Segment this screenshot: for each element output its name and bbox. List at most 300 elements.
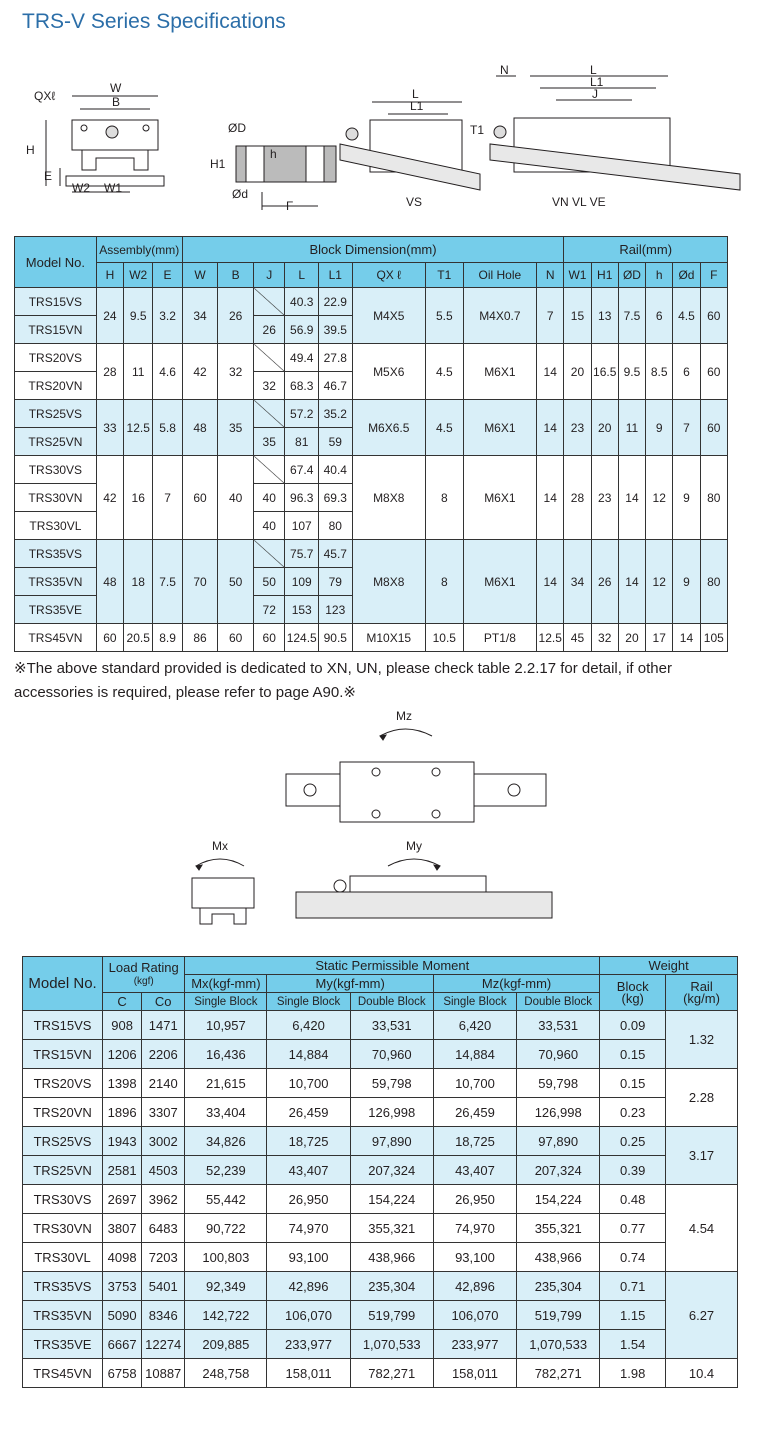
model-cell: TRS25VN bbox=[15, 428, 97, 456]
co-cell: 7203 bbox=[142, 1243, 185, 1272]
label-h1: H1 bbox=[210, 157, 226, 171]
mz-single-cell: 14,884 bbox=[433, 1040, 516, 1069]
front-view-drawing bbox=[46, 96, 164, 192]
cell-n: 14 bbox=[537, 400, 564, 456]
rail-weight-cell: 3.17 bbox=[666, 1127, 738, 1185]
cell-od: 4.5 bbox=[673, 288, 700, 344]
col-header: Oil Hole bbox=[463, 263, 536, 288]
mz-double-cell: 1,070,533 bbox=[517, 1330, 600, 1359]
cell-od: 14 bbox=[618, 540, 645, 624]
cell-oil: M4X0.7 bbox=[463, 288, 536, 344]
label-vs-l1: L1 bbox=[410, 99, 424, 113]
my-double-cell: 33,531 bbox=[350, 1011, 433, 1040]
vn-side-drawing bbox=[490, 76, 740, 190]
cell-h1: 32 bbox=[591, 624, 618, 652]
my-double-cell: 355,321 bbox=[350, 1214, 433, 1243]
mz-single-cell: 74,970 bbox=[433, 1214, 516, 1243]
co-cell: 6483 bbox=[142, 1214, 185, 1243]
my-single-cell: 158,011 bbox=[267, 1359, 350, 1388]
my-single-cell: 26,950 bbox=[267, 1185, 350, 1214]
block-weight-cell: 1.54 bbox=[600, 1330, 666, 1359]
label-od-small: Ød bbox=[232, 187, 249, 201]
cell-f: 60 bbox=[700, 344, 727, 400]
cell-b: 40 bbox=[218, 456, 254, 540]
c-cell: 5090 bbox=[103, 1301, 142, 1330]
cell-l1: 123 bbox=[319, 596, 353, 624]
rail-weight-cell: 1.32 bbox=[666, 1011, 738, 1069]
cell-oil: M6X1 bbox=[463, 540, 536, 624]
cell-b: 32 bbox=[218, 344, 254, 400]
cell-w1: 28 bbox=[564, 456, 591, 540]
co-cell: 4503 bbox=[142, 1156, 185, 1185]
moment-drawings bbox=[0, 706, 760, 946]
co-cell: 2140 bbox=[142, 1069, 185, 1098]
table-row bbox=[15, 456, 728, 484]
cell-l: 96.3 bbox=[285, 484, 319, 512]
cell-l1: 90.5 bbox=[319, 624, 353, 652]
block-weight-cell: 0.25 bbox=[600, 1127, 666, 1156]
cell-l: 40.3 bbox=[285, 288, 319, 316]
label-n: N bbox=[500, 63, 509, 77]
my-double-cell: 97,890 bbox=[350, 1127, 433, 1156]
block-weight-cell: 0.39 bbox=[600, 1156, 666, 1185]
label-od: ØD bbox=[228, 121, 246, 135]
model-cell: TRS45VN bbox=[15, 624, 97, 652]
cell-n: 14 bbox=[537, 540, 564, 624]
model-cell: TRS45VN bbox=[23, 1359, 103, 1388]
cell-w2: 9.5 bbox=[124, 288, 153, 344]
mz-single-cell: 10,700 bbox=[433, 1069, 516, 1098]
c-cell: 4098 bbox=[103, 1243, 142, 1272]
my-double-cell: 782,271 bbox=[350, 1359, 433, 1388]
co-cell: 3307 bbox=[142, 1098, 185, 1127]
table-row bbox=[23, 1330, 738, 1359]
co-cell: 10887 bbox=[142, 1359, 185, 1388]
label-w2: W2 bbox=[72, 181, 90, 195]
model-cell: TRS25VS bbox=[15, 400, 97, 428]
my-double-cell: 154,224 bbox=[350, 1185, 433, 1214]
cell-l: 109 bbox=[285, 568, 319, 596]
cell-qx: M10X15 bbox=[352, 624, 425, 652]
header-weight: Weight bbox=[600, 957, 738, 975]
cell-l: 153 bbox=[285, 596, 319, 624]
mx-front-view-drawing bbox=[192, 859, 254, 924]
cell-l: 56.9 bbox=[285, 316, 319, 344]
co-cell: 8346 bbox=[142, 1301, 185, 1330]
cell-e: 7 bbox=[153, 456, 182, 540]
mx-single-cell: 33,404 bbox=[185, 1098, 267, 1127]
label-vn-l: L bbox=[590, 63, 597, 77]
mz-single-cell: 106,070 bbox=[433, 1301, 516, 1330]
header-mz-double: Double Block bbox=[517, 993, 600, 1011]
cell-h: 6 bbox=[646, 288, 673, 344]
cell-l1: 59 bbox=[319, 428, 353, 456]
cell-j: 40 bbox=[254, 484, 285, 512]
col-header: H bbox=[96, 263, 123, 288]
cell-h: 8.5 bbox=[646, 344, 673, 400]
model-cell: TRS25VS bbox=[23, 1127, 103, 1156]
col-header: L bbox=[285, 263, 319, 288]
header-my-double: Double Block bbox=[350, 993, 433, 1011]
model-cell: TRS35VE bbox=[23, 1330, 103, 1359]
cell-w1: 23 bbox=[564, 400, 591, 456]
cell-j: 40 bbox=[254, 512, 285, 540]
cell-j: 72 bbox=[254, 596, 285, 624]
co-cell: 3962 bbox=[142, 1185, 185, 1214]
cell-h: 17 bbox=[646, 624, 673, 652]
cell-b: 35 bbox=[218, 400, 254, 456]
cell-f: 105 bbox=[700, 624, 727, 652]
mz-single-cell: 6,420 bbox=[433, 1011, 516, 1040]
block-weight-cell: 0.09 bbox=[600, 1011, 666, 1040]
my-single-cell: 6,420 bbox=[267, 1011, 350, 1040]
cell-t1: 10.5 bbox=[425, 624, 463, 652]
my-double-cell: 126,998 bbox=[350, 1098, 433, 1127]
cell-e: 4.6 bbox=[153, 344, 182, 400]
table-row bbox=[15, 288, 728, 316]
my-double-cell: 70,960 bbox=[350, 1040, 433, 1069]
cell-h: 9 bbox=[646, 400, 673, 456]
label-w1: W1 bbox=[104, 181, 122, 195]
header-mx: Mx(kgf-mm) bbox=[185, 975, 267, 993]
header-load-rating: Load Rating (kgf) bbox=[103, 957, 185, 993]
cell-h1: 23 bbox=[591, 456, 618, 540]
mx-single-cell: 142,722 bbox=[185, 1301, 267, 1330]
vs-side-drawing bbox=[340, 102, 480, 190]
cell-l: 67.4 bbox=[285, 456, 319, 484]
mz-single-cell: 42,896 bbox=[433, 1272, 516, 1301]
cell-n: 7 bbox=[537, 288, 564, 344]
c-cell: 6758 bbox=[103, 1359, 142, 1388]
my-single-cell: 233,977 bbox=[267, 1330, 350, 1359]
rail-weight-cell: 4.54 bbox=[666, 1185, 738, 1272]
model-cell: TRS30VL bbox=[23, 1243, 103, 1272]
table-row bbox=[23, 1272, 738, 1301]
block-weight-cell: 1.98 bbox=[600, 1359, 666, 1388]
mx-single-cell: 16,436 bbox=[185, 1040, 267, 1069]
header-static-moment: Static Permissible Moment bbox=[185, 957, 600, 975]
mz-single-cell: 26,950 bbox=[433, 1185, 516, 1214]
my-single-cell: 106,070 bbox=[267, 1301, 350, 1330]
col-header: E bbox=[153, 263, 182, 288]
mx-single-cell: 92,349 bbox=[185, 1272, 267, 1301]
load-rating-table bbox=[22, 956, 738, 1388]
mz-single-cell: 93,100 bbox=[433, 1243, 516, 1272]
cell-j: 50 bbox=[254, 568, 285, 596]
my-double-cell: 1,070,533 bbox=[350, 1330, 433, 1359]
my-single-cell: 18,725 bbox=[267, 1127, 350, 1156]
model-cell: TRS20VS bbox=[15, 344, 97, 372]
table-row bbox=[23, 1156, 738, 1185]
header-co: Co bbox=[142, 993, 185, 1011]
block-weight-cell: 0.15 bbox=[600, 1040, 666, 1069]
cell-e: 7.5 bbox=[153, 540, 182, 624]
label-e: E bbox=[44, 169, 53, 183]
cell-h1: 16.5 bbox=[591, 344, 618, 400]
mz-single-cell: 18,725 bbox=[433, 1127, 516, 1156]
model-cell: TRS35VS bbox=[15, 540, 97, 568]
c-cell: 1896 bbox=[103, 1098, 142, 1127]
cell-n: 14 bbox=[537, 456, 564, 540]
mz-double-cell: 126,998 bbox=[517, 1098, 600, 1127]
cell-j: 60 bbox=[254, 624, 285, 652]
model-cell: TRS15VS bbox=[15, 288, 97, 316]
cell-h: 48 bbox=[96, 540, 123, 624]
cell-l1: 69.3 bbox=[319, 484, 353, 512]
cell-f: 60 bbox=[700, 400, 727, 456]
model-cell: TRS35VN bbox=[15, 568, 97, 596]
cell-t1: 5.5 bbox=[425, 288, 463, 344]
label-b: B bbox=[112, 95, 121, 109]
mz-top-view-drawing bbox=[286, 729, 546, 822]
cell-l: 68.3 bbox=[285, 372, 319, 400]
cell-w2: 20.5 bbox=[124, 624, 153, 652]
c-cell: 1206 bbox=[103, 1040, 142, 1069]
cell-w1: 34 bbox=[564, 540, 591, 624]
cell-od: 9.5 bbox=[618, 344, 645, 400]
co-cell: 12274 bbox=[142, 1330, 185, 1359]
cell-h: 33 bbox=[96, 400, 123, 456]
table-row bbox=[23, 1185, 738, 1214]
label-w: W bbox=[110, 81, 122, 95]
rail-weight-cell: 2.28 bbox=[666, 1069, 738, 1127]
table-row bbox=[23, 1069, 738, 1098]
cell-j bbox=[254, 288, 285, 316]
label-f: F bbox=[286, 199, 294, 213]
cell-l: 107 bbox=[285, 512, 319, 540]
cell-w: 48 bbox=[182, 400, 218, 456]
block-weight-cell: 0.71 bbox=[600, 1272, 666, 1301]
cell-w: 42 bbox=[182, 344, 218, 400]
cell-j: 26 bbox=[254, 316, 285, 344]
table-row bbox=[23, 1040, 738, 1069]
block-weight-cell: 0.77 bbox=[600, 1214, 666, 1243]
top-drawings bbox=[0, 60, 760, 230]
page-title: TRS-V Series Specifications bbox=[22, 10, 286, 33]
cell-j: 32 bbox=[254, 372, 285, 400]
c-cell: 2697 bbox=[103, 1185, 142, 1214]
block-weight-cell: 0.15 bbox=[600, 1069, 666, 1098]
mx-single-cell: 209,885 bbox=[185, 1330, 267, 1359]
cell-l: 75.7 bbox=[285, 540, 319, 568]
label-mx: Mx bbox=[212, 839, 228, 853]
mx-single-cell: 55,442 bbox=[185, 1185, 267, 1214]
block-weight-cell: 0.74 bbox=[600, 1243, 666, 1272]
cell-od: 11 bbox=[618, 400, 645, 456]
co-cell: 1471 bbox=[142, 1011, 185, 1040]
cell-b: 26 bbox=[218, 288, 254, 344]
mz-single-cell: 233,977 bbox=[433, 1330, 516, 1359]
label-my: My bbox=[406, 839, 422, 853]
model-cell: TRS15VN bbox=[15, 316, 97, 344]
label-vn-caption: VN VL VE bbox=[552, 195, 606, 209]
cell-n: 12.5 bbox=[537, 624, 564, 652]
rail-weight-cell: 6.27 bbox=[666, 1272, 738, 1359]
header-mz-single: Single Block bbox=[433, 993, 516, 1011]
col-header: B bbox=[218, 263, 254, 288]
mz-double-cell: 235,304 bbox=[517, 1272, 600, 1301]
label-vn-l1: L1 bbox=[590, 75, 604, 89]
cell-h: 12 bbox=[646, 456, 673, 540]
label-j: J bbox=[592, 87, 598, 101]
cell-l1: 22.9 bbox=[319, 288, 353, 316]
block-weight-cell: 0.48 bbox=[600, 1185, 666, 1214]
cell-od: 14 bbox=[673, 624, 700, 652]
cell-od: 6 bbox=[673, 344, 700, 400]
cell-l1: 79 bbox=[319, 568, 353, 596]
cell-l: 57.2 bbox=[285, 400, 319, 428]
mx-single-cell: 90,722 bbox=[185, 1214, 267, 1243]
cell-j bbox=[254, 456, 285, 484]
label-qx: QXℓ bbox=[34, 89, 56, 103]
table-row bbox=[23, 1214, 738, 1243]
c-cell: 1943 bbox=[103, 1127, 142, 1156]
cell-h: 12 bbox=[646, 540, 673, 624]
cell-f: 80 bbox=[700, 540, 727, 624]
cell-qx: M6X6.5 bbox=[352, 400, 425, 456]
cell-l1: 35.2 bbox=[319, 400, 353, 428]
block-dimension-table bbox=[14, 236, 728, 652]
cell-h: 42 bbox=[96, 456, 123, 540]
model-cell: TRS20VN bbox=[15, 372, 97, 400]
cell-t1: 8 bbox=[425, 456, 463, 540]
co-cell: 5401 bbox=[142, 1272, 185, 1301]
my-double-cell: 438,966 bbox=[350, 1243, 433, 1272]
header-model: Model No. bbox=[15, 237, 97, 288]
mx-single-cell: 52,239 bbox=[185, 1156, 267, 1185]
cell-w1: 45 bbox=[564, 624, 591, 652]
model-cell: TRS30VN bbox=[23, 1214, 103, 1243]
cell-l1: 46.7 bbox=[319, 372, 353, 400]
label-vs-l: L bbox=[412, 87, 419, 101]
model-cell: TRS15VS bbox=[23, 1011, 103, 1040]
col-header: W1 bbox=[564, 263, 591, 288]
cell-od: 7.5 bbox=[618, 288, 645, 344]
my-single-cell: 43,407 bbox=[267, 1156, 350, 1185]
cell-l: 81 bbox=[285, 428, 319, 456]
col-header: W bbox=[182, 263, 218, 288]
table-row bbox=[15, 540, 728, 568]
my-single-cell: 14,884 bbox=[267, 1040, 350, 1069]
col-header: L1 bbox=[319, 263, 353, 288]
footnote: ※The above standard provided is dedicated to XN, UN, please check table 2.2.17 for detail, if other accessories is required, please refer to page A90.※ bbox=[14, 660, 672, 701]
my-side-view-drawing bbox=[296, 859, 552, 918]
cell-w: 86 bbox=[182, 624, 218, 652]
mz-single-cell: 158,011 bbox=[433, 1359, 516, 1388]
cell-oil: M6X1 bbox=[463, 344, 536, 400]
cell-w: 70 bbox=[182, 540, 218, 624]
header-rail: Rail(mm) bbox=[564, 237, 728, 263]
model-cell: TRS35VN bbox=[23, 1301, 103, 1330]
cell-qx: M5X6 bbox=[352, 344, 425, 400]
c-cell: 3807 bbox=[103, 1214, 142, 1243]
cell-qx: M8X8 bbox=[352, 540, 425, 624]
model-cell: TRS30VS bbox=[15, 456, 97, 484]
cell-od: 20 bbox=[618, 624, 645, 652]
cell-l1: 80 bbox=[319, 512, 353, 540]
label-vs-caption: VS bbox=[406, 195, 423, 209]
mz-single-cell: 26,459 bbox=[433, 1098, 516, 1127]
col-header: H1 bbox=[591, 263, 618, 288]
col-header: ØD bbox=[618, 263, 645, 288]
mz-double-cell: 33,531 bbox=[517, 1011, 600, 1040]
my-single-cell: 93,100 bbox=[267, 1243, 350, 1272]
my-double-cell: 207,324 bbox=[350, 1156, 433, 1185]
cell-l1: 39.5 bbox=[319, 316, 353, 344]
cell-oil: M6X1 bbox=[463, 456, 536, 540]
label-oh: h bbox=[270, 147, 277, 161]
cell-e: 5.8 bbox=[153, 400, 182, 456]
col-header: Ød bbox=[673, 263, 700, 288]
model-cell: TRS20VN bbox=[23, 1098, 103, 1127]
cell-b: 60 bbox=[218, 624, 254, 652]
mz-double-cell: 519,799 bbox=[517, 1301, 600, 1330]
table-row bbox=[15, 624, 728, 652]
cell-t1: 4.5 bbox=[425, 400, 463, 456]
table-row bbox=[23, 1359, 738, 1388]
cell-f: 80 bbox=[700, 456, 727, 540]
mx-single-cell: 34,826 bbox=[185, 1127, 267, 1156]
co-cell: 2206 bbox=[142, 1040, 185, 1069]
cell-h1: 13 bbox=[591, 288, 618, 344]
cell-h1: 26 bbox=[591, 540, 618, 624]
table-row bbox=[23, 1098, 738, 1127]
col-header: h bbox=[646, 263, 673, 288]
cell-j bbox=[254, 540, 285, 568]
model-cell: TRS25VN bbox=[23, 1156, 103, 1185]
mz-double-cell: 438,966 bbox=[517, 1243, 600, 1272]
header-mz: Mz(kgf-mm) bbox=[433, 975, 599, 993]
model-cell: TRS30VS bbox=[23, 1185, 103, 1214]
model-cell: TRS30VL bbox=[15, 512, 97, 540]
c-cell: 1398 bbox=[103, 1069, 142, 1098]
model-cell: TRS30VN bbox=[15, 484, 97, 512]
mz-double-cell: 70,960 bbox=[517, 1040, 600, 1069]
cell-h: 28 bbox=[96, 344, 123, 400]
cell-h: 24 bbox=[96, 288, 123, 344]
cell-qx: M4X5 bbox=[352, 288, 425, 344]
col-header: N bbox=[537, 263, 564, 288]
cell-l1: 27.8 bbox=[319, 344, 353, 372]
mz-double-cell: 355,321 bbox=[517, 1214, 600, 1243]
cell-f: 60 bbox=[700, 288, 727, 344]
mz-single-cell: 43,407 bbox=[433, 1156, 516, 1185]
cell-w2: 11 bbox=[124, 344, 153, 400]
table-row bbox=[15, 400, 728, 428]
cell-w2: 12.5 bbox=[124, 400, 153, 456]
cell-od: 9 bbox=[673, 456, 700, 540]
c-cell: 6667 bbox=[103, 1330, 142, 1359]
col-header: J bbox=[254, 263, 285, 288]
cell-w: 60 bbox=[182, 456, 218, 540]
cell-h: 60 bbox=[96, 624, 123, 652]
cell-e: 3.2 bbox=[153, 288, 182, 344]
mx-single-cell: 248,758 bbox=[185, 1359, 267, 1388]
header-my-single: Single Block bbox=[267, 993, 350, 1011]
cell-w2: 16 bbox=[124, 456, 153, 540]
mz-double-cell: 154,224 bbox=[517, 1185, 600, 1214]
header-rail-weight: Rail (kg/m) bbox=[666, 975, 738, 1011]
mz-double-cell: 782,271 bbox=[517, 1359, 600, 1388]
cell-j: 35 bbox=[254, 428, 285, 456]
my-double-cell: 59,798 bbox=[350, 1069, 433, 1098]
co-cell: 3002 bbox=[142, 1127, 185, 1156]
cell-od: 14 bbox=[618, 456, 645, 540]
my-double-cell: 519,799 bbox=[350, 1301, 433, 1330]
col-header: QX ℓ bbox=[352, 263, 425, 288]
header-block-weight: Block (kg) bbox=[600, 975, 666, 1011]
cell-oil: PT1/8 bbox=[463, 624, 536, 652]
